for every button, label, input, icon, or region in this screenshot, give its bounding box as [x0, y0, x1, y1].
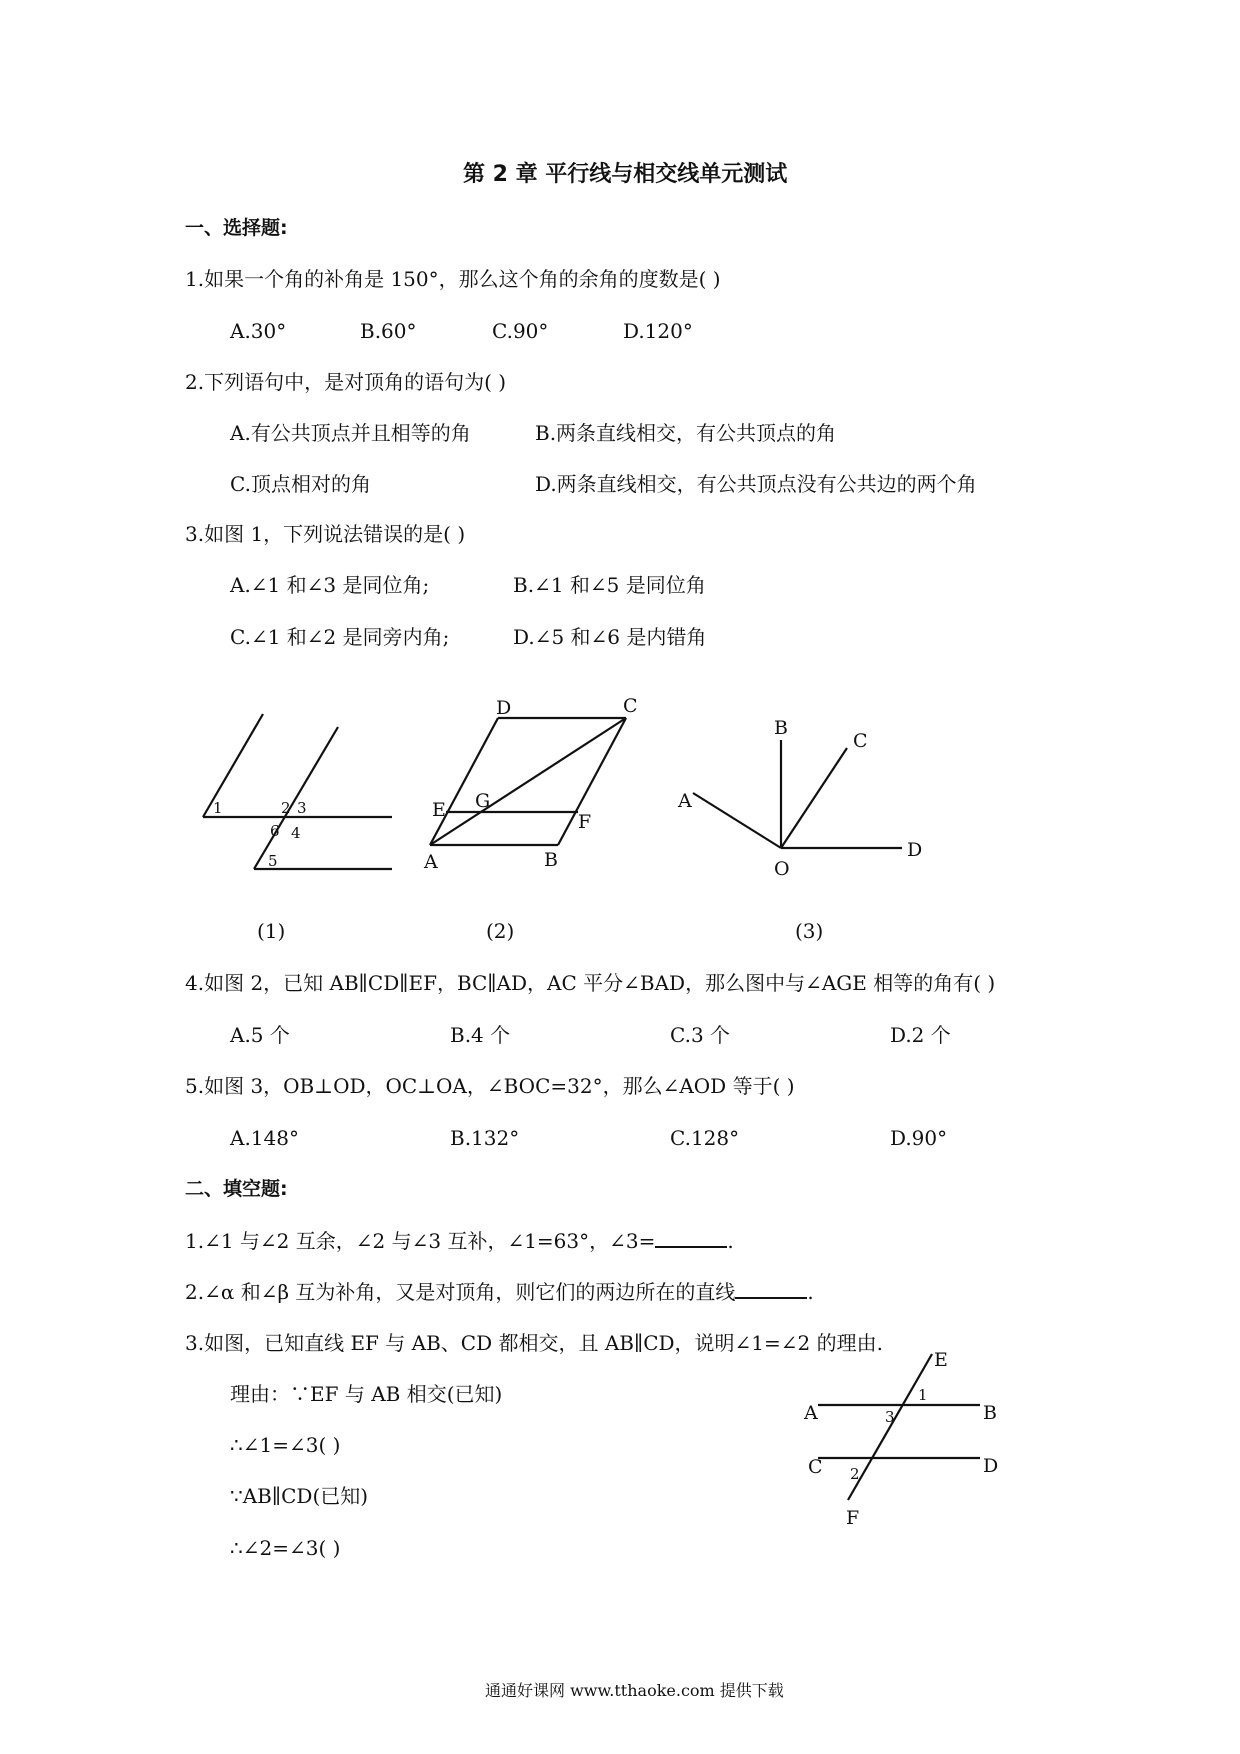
- fig4-label-1: 1: [918, 1386, 928, 1404]
- figure-3: [693, 740, 902, 848]
- fig4-line-ef: [848, 1354, 932, 1500]
- fig1-label-6: 6: [270, 822, 280, 840]
- fig3-ray-oa: [693, 793, 781, 848]
- question-3-option-b: B.∠1 和∠5 是同位角: [513, 573, 706, 597]
- fig2-line-da: [430, 718, 498, 845]
- fig4-label-3: 3: [885, 1408, 895, 1426]
- fig3-ray-oc: [781, 748, 847, 848]
- fill-question-3-stem: 3.如图，已知直线 EF 与 AB、CD 都相交，且 AB∥CD，说明∠1=∠2 的理由.: [185, 1331, 883, 1355]
- question-2-option-c: C.顶点相对的角: [230, 472, 371, 496]
- fig3-label-c: C: [853, 730, 868, 752]
- fill-question-1: [185, 1228, 734, 1254]
- fig2-label-c: C: [623, 695, 638, 717]
- fig3-label-o: O: [774, 858, 790, 880]
- page-title: 第 2 章 平行线与相交线单元测试: [463, 162, 788, 187]
- fill-question-3-line-3: ∵AB∥CD(已知): [230, 1484, 369, 1508]
- fill-question-3-line-1: 理由：∵EF 与 AB 相交(已知): [230, 1382, 503, 1406]
- question-5-option-b: B.132°: [450, 1126, 520, 1150]
- question-1-option-c: C.90°: [492, 319, 549, 343]
- fill-question-2-text: 2.∠α 和∠β 互为补角，又是对顶角，则它们的两边所在的直线: [185, 1280, 736, 1304]
- fig4-label-d: D: [983, 1455, 999, 1477]
- fig2-label-d: D: [496, 697, 512, 719]
- question-5-stem: 5.如图 3，OB⊥OD，OC⊥OA，∠BOC=32°，那么∠AOD 等于( ): [185, 1074, 795, 1098]
- fig1-left-transversal: [203, 714, 263, 817]
- question-2-stem: 2.下列语句中，是对顶角的语句为( ): [185, 370, 507, 394]
- fig2-label-a: A: [424, 851, 438, 873]
- question-2-option-d: D.两条直线相交，有公共顶点没有公共边的两个角: [535, 472, 977, 496]
- fill-question-1-blank: [655, 1228, 727, 1248]
- fig2-label-b: B: [544, 849, 558, 871]
- fig2-diagonal-ac: [430, 718, 626, 845]
- question-3-option-d: D.∠5 和∠6 是内错角: [513, 625, 707, 649]
- fig1-label-1: 1: [213, 799, 223, 817]
- fig1-label-4: 4: [291, 824, 301, 842]
- fig4-label-2: 2: [850, 1465, 860, 1483]
- fig4-label-c: C: [808, 1456, 823, 1478]
- fig4-label-f: F: [846, 1507, 860, 1529]
- figure-4: [818, 1354, 980, 1500]
- figure-1-caption: (1): [257, 919, 286, 943]
- question-1-option-d: D.120°: [623, 319, 693, 343]
- question-5-option-c: C.128°: [670, 1126, 740, 1150]
- section-heading-choice: 一、选择题:: [185, 217, 288, 239]
- fig2-line-bc: [558, 718, 626, 845]
- fig3-label-a: A: [678, 790, 692, 812]
- fill-question-1-end: .: [727, 1229, 734, 1253]
- fig3-label-b: B: [774, 717, 788, 739]
- fig2-label-f: F: [578, 811, 592, 833]
- fig3-label-d: D: [907, 839, 923, 861]
- question-3-option-c: C.∠1 和∠2 是同旁内角;: [230, 625, 450, 649]
- question-5-option-d: D.90°: [890, 1126, 948, 1150]
- fig4-label-b: B: [983, 1402, 997, 1424]
- question-4-option-a: A.5 个: [230, 1023, 290, 1047]
- question-1-option-a: A.30°: [230, 319, 287, 343]
- question-1-stem: 1.如果一个角的补角是 150°，那么这个角的余角的度数是( ): [185, 267, 721, 291]
- question-4-option-c: C.3 个: [670, 1023, 731, 1047]
- fill-question-2-blank: [735, 1279, 807, 1299]
- question-3-option-a: A.∠1 和∠3 是同位角;: [230, 573, 430, 597]
- fig4-label-e: E: [934, 1349, 948, 1371]
- question-2-option-b: B.两条直线相交，有公共顶点的角: [535, 421, 837, 445]
- fig1-label-2: 2: [281, 799, 291, 817]
- fig4-label-a: A: [804, 1402, 818, 1424]
- fill-question-2-end: .: [807, 1280, 814, 1304]
- fill-question-2: [185, 1279, 814, 1305]
- question-1-option-b: B.60°: [360, 319, 417, 343]
- fig1-label-3: 3: [297, 799, 307, 817]
- figure-3-caption: (3): [795, 919, 824, 943]
- fig2-label-g: G: [475, 790, 491, 812]
- page-footer: 通通好课网 www.tthaoke.com 提供下载: [485, 1681, 784, 1700]
- section-heading-fill: 二、填空题:: [185, 1178, 288, 1200]
- fig1-right-transversal: [254, 727, 338, 869]
- question-4-option-b: B.4 个: [450, 1023, 511, 1047]
- fig2-label-e: E: [432, 799, 446, 821]
- question-4-stem: 4.如图 2，已知 AB∥CD∥EF，BC∥AD，AC 平分∠BAD，那么图中与∠AGE 相等的角有( ): [185, 971, 996, 995]
- fill-question-3-line-2: ∴∠1=∠3( ): [230, 1433, 341, 1457]
- question-4-option-d: D.2 个: [890, 1023, 951, 1047]
- fig1-label-5: 5: [268, 852, 278, 870]
- fill-question-3-line-4: ∴∠2=∠3( ): [230, 1536, 341, 1560]
- figure-1: [203, 714, 392, 869]
- fill-question-1-text: 1.∠1 与∠2 互余，∠2 与∠3 互补，∠1=63°，∠3=: [185, 1229, 656, 1253]
- question-5-option-a: A.148°: [230, 1126, 299, 1150]
- question-2-option-a: A.有公共顶点并且相等的角: [230, 421, 471, 445]
- figure-2-caption: (2): [486, 919, 515, 943]
- question-3-stem: 3.如图 1，下列说法错误的是( ): [185, 522, 466, 546]
- figure-2: [430, 718, 626, 845]
